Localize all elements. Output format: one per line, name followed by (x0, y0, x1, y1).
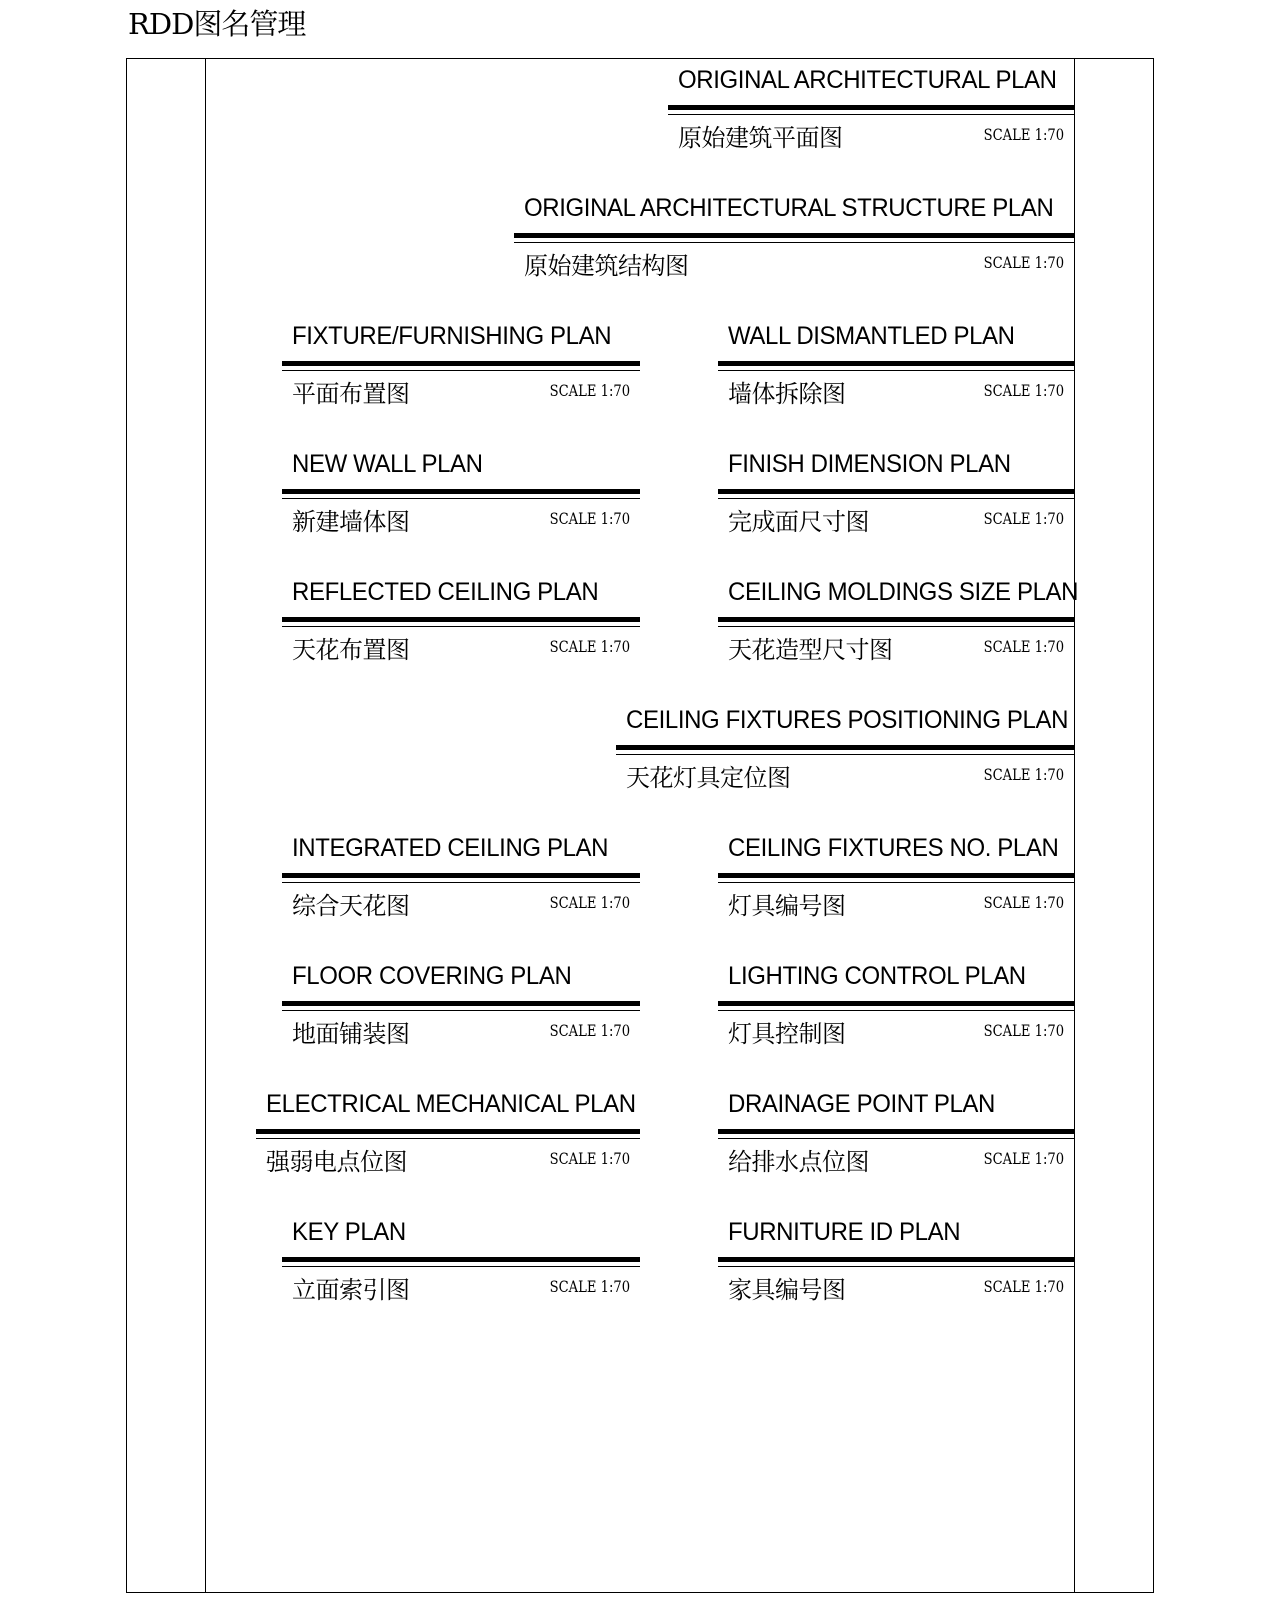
title-underline-thin (718, 370, 1074, 371)
title-underline-thick (282, 1001, 640, 1006)
title-underline-thin (514, 242, 1074, 243)
plan-scale: SCALE 1:70 (983, 765, 1064, 784)
plan-title-lighting-control (718, 962, 1074, 1052)
plan-scale: SCALE 1:70 (549, 381, 630, 400)
title-underline-thick (282, 1257, 640, 1262)
title-underline-thick (718, 1001, 1074, 1006)
plan-title-floor-covering (282, 962, 640, 1052)
title-underline-thin (282, 370, 640, 371)
title-underline-thin (718, 626, 1074, 627)
plan-title-finish-dimension (718, 450, 1074, 540)
plan-title-cn: 灯具编号图 (728, 892, 846, 920)
title-underline-thin (616, 754, 1074, 755)
title-underline-thin (282, 1010, 640, 1011)
title-underline-thick (718, 489, 1074, 494)
title-underline-thick (282, 873, 640, 878)
plan-title-en: FLOOR COVERING PLAN (292, 962, 572, 990)
plan-title-cn: 给排水点位图 (728, 1148, 869, 1176)
plan-scale: SCALE 1:70 (549, 637, 630, 656)
plan-title-cn: 平面布置图 (292, 380, 410, 408)
title-underline-thin (718, 1138, 1074, 1139)
title-underline-thin (256, 1138, 640, 1139)
plan-title-en: WALL DISMANTLED PLAN (728, 322, 1015, 350)
plan-title-cn: 原始建筑结构图 (524, 252, 689, 280)
title-underline-thin (668, 114, 1074, 115)
plan-title-en: ORIGINAL ARCHITECTURAL STRUCTURE PLAN (524, 194, 1054, 222)
plan-title-furniture-id (718, 1218, 1074, 1308)
plan-title-en: REFLECTED CEILING PLAN (292, 578, 599, 606)
plan-title-original-structure (514, 194, 1074, 284)
plan-title-wall-dismantled (718, 322, 1074, 412)
title-underline-thin (718, 1266, 1074, 1267)
title-underline-thin (282, 1266, 640, 1267)
plan-title-cn: 天花造型尺寸图 (728, 636, 893, 664)
plan-title-cn: 家具编号图 (728, 1276, 846, 1304)
title-underline-thick (718, 1129, 1074, 1134)
drawing-sheet-frame (126, 58, 1154, 1593)
plan-title-cn: 地面铺装图 (292, 1020, 410, 1048)
plan-title-en: KEY PLAN (292, 1218, 406, 1246)
plan-title-integrated-ceiling (282, 834, 640, 924)
title-underline-thin (718, 882, 1074, 883)
title-underline-thick (514, 233, 1074, 238)
title-underline-thick (668, 105, 1074, 110)
plan-title-cn: 立面索引图 (292, 1276, 410, 1304)
plan-title-en: NEW WALL PLAN (292, 450, 483, 478)
plan-title-en: CEILING FIXTURES NO. PLAN (728, 834, 1059, 862)
plan-title-ceiling-fixtures-positioning (616, 706, 1074, 796)
plan-title-electrical-mechanical (256, 1090, 640, 1180)
plan-title-key-plan (282, 1218, 640, 1308)
plan-scale: SCALE 1:70 (549, 893, 630, 912)
title-underline-thin (282, 498, 640, 499)
plan-title-cn: 墙体拆除图 (728, 380, 846, 408)
plan-title-en: ELECTRICAL MECHANICAL PLAN (266, 1090, 636, 1118)
sheet-right-divider (1074, 58, 1075, 1593)
plan-title-en: INTEGRATED CEILING PLAN (292, 834, 609, 862)
title-underline-thick (282, 617, 640, 622)
title-underline-thin (718, 498, 1074, 499)
plan-title-en: LIGHTING CONTROL PLAN (728, 962, 1026, 990)
plan-title-ceiling-moldings (718, 578, 1079, 668)
plan-title-en: ORIGINAL ARCHITECTURAL PLAN (678, 66, 1057, 94)
plan-title-en: DRAINAGE POINT PLAN (728, 1090, 995, 1118)
title-underline-thick (718, 617, 1074, 622)
plan-title-cn: 原始建筑平面图 (678, 124, 843, 152)
title-underline-thin (282, 882, 640, 883)
sheet-left-divider (205, 58, 206, 1593)
plan-scale: SCALE 1:70 (983, 381, 1064, 400)
plan-scale: SCALE 1:70 (549, 1277, 630, 1296)
plan-scale: SCALE 1:70 (549, 1149, 630, 1168)
title-underline-thick (616, 745, 1074, 750)
plan-title-en: CEILING FIXTURES POSITIONING PLAN (626, 706, 1069, 734)
plan-title-cn: 天花布置图 (292, 636, 410, 664)
title-underline-thick (282, 361, 640, 366)
plan-title-cn: 新建墙体图 (292, 508, 410, 536)
plan-title-drainage-point (718, 1090, 1074, 1180)
plan-title-new-wall (282, 450, 640, 540)
plan-title-original-architectural (668, 66, 1074, 156)
plan-scale: SCALE 1:70 (983, 509, 1064, 528)
plan-title-cn: 灯具控制图 (728, 1020, 846, 1048)
plan-title-en: CEILING MOLDINGS SIZE PLAN (728, 578, 1079, 606)
title-underline-thick (718, 361, 1074, 366)
title-underline-thick (282, 489, 640, 494)
plan-title-cn: 强弱电点位图 (266, 1148, 407, 1176)
plan-scale: SCALE 1:70 (549, 509, 630, 528)
plan-title-fixture-furnishing (282, 322, 640, 412)
plan-scale: SCALE 1:70 (549, 1021, 630, 1040)
plan-scale: SCALE 1:70 (983, 1277, 1064, 1296)
title-underline-thin (282, 626, 640, 627)
title-underline-thick (256, 1129, 640, 1134)
plan-title-ceiling-fixtures-no (718, 834, 1074, 924)
plan-title-cn: 完成面尺寸图 (728, 508, 869, 536)
plan-title-cn: 综合天花图 (292, 892, 410, 920)
plan-title-en: FINISH DIMENSION PLAN (728, 450, 1011, 478)
plan-scale: SCALE 1:70 (983, 637, 1064, 656)
plan-scale: SCALE 1:70 (983, 253, 1064, 272)
plan-title-reflected-ceiling (282, 578, 640, 668)
plan-scale: SCALE 1:70 (983, 1149, 1064, 1168)
title-underline-thick (718, 1257, 1074, 1262)
plan-scale: SCALE 1:70 (983, 893, 1064, 912)
title-underline-thick (718, 873, 1074, 878)
title-underline-thin (718, 1010, 1074, 1011)
plan-scale: SCALE 1:70 (983, 125, 1064, 144)
plan-scale: SCALE 1:70 (983, 1021, 1064, 1040)
page-title: RDD图名管理 (128, 7, 306, 41)
plan-title-cn: 天花灯具定位图 (626, 764, 791, 792)
plan-title-en: FURNITURE ID PLAN (728, 1218, 961, 1246)
plan-title-en: FIXTURE/FURNISHING PLAN (292, 322, 612, 350)
